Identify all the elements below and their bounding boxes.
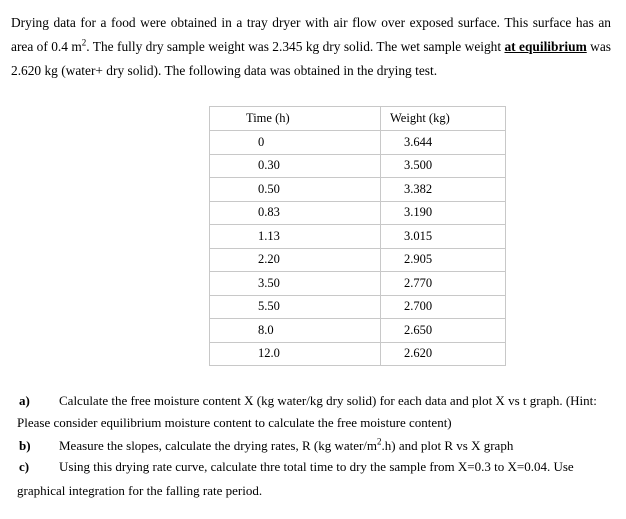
intro-emphasis: at equilibrium bbox=[504, 39, 587, 54]
intro-text-1: Drying data for a food were obtained in a tray dryer with air flow over exposed surface. This surface has an area of 0.4 m bbox=[11, 15, 611, 54]
table-row bbox=[210, 295, 506, 319]
question-b bbox=[11, 437, 611, 457]
time-cell: 0.30 bbox=[210, 154, 381, 178]
time-cell: 2.20 bbox=[210, 248, 381, 272]
table-row bbox=[210, 154, 506, 178]
weight-cell: 2.700 bbox=[381, 295, 506, 319]
question-a-line1: Calculate the free moisture content X (kg water/kg dry solid) for each data and plot X vs t graph. (Hint: bbox=[59, 393, 597, 408]
question-c-label: c) bbox=[19, 459, 30, 474]
weight-cell: 2.770 bbox=[381, 272, 506, 296]
time-cell: 5.50 bbox=[210, 295, 381, 319]
question-c-line2: graphical integration for the falling rate period. bbox=[17, 483, 263, 498]
weight-cell: 3.382 bbox=[381, 178, 506, 202]
table-row bbox=[210, 248, 506, 272]
time-header: Time (h) bbox=[210, 107, 381, 131]
table-row bbox=[210, 319, 506, 343]
table-row bbox=[210, 342, 506, 366]
weight-cell: 3.644 bbox=[381, 131, 506, 155]
drying-data-table bbox=[209, 106, 506, 366]
time-cell: 12.0 bbox=[210, 342, 381, 366]
table-row bbox=[210, 178, 506, 202]
time-cell: 0.50 bbox=[210, 178, 381, 202]
table-row bbox=[210, 272, 506, 296]
question-a-label: a) bbox=[19, 393, 30, 408]
weight-cell: 2.905 bbox=[381, 248, 506, 272]
weight-cell: 3.015 bbox=[381, 225, 506, 249]
time-cell: 3.50 bbox=[210, 272, 381, 296]
question-b-label: b) bbox=[19, 438, 31, 453]
table-row bbox=[210, 131, 506, 155]
time-cell: 0.83 bbox=[210, 201, 381, 225]
table-row bbox=[210, 201, 506, 225]
weight-header: Weight (kg) bbox=[381, 107, 506, 131]
intro-sup: 2 bbox=[81, 37, 87, 48]
table-header-row bbox=[210, 107, 506, 131]
time-cell: 0 bbox=[210, 131, 381, 155]
weight-cell: 3.190 bbox=[381, 201, 506, 225]
time-cell: 8.0 bbox=[210, 319, 381, 343]
weight-cell: 3.500 bbox=[381, 154, 506, 178]
question-c-line1: Using this drying rate curve, calculate thre total time to dry the sample from X=0.3 to X=0.04. Use bbox=[59, 459, 574, 474]
question-a-line2: Please consider equilibrium moisture content to calculate the free moisture content) bbox=[17, 415, 452, 430]
weight-cell: 2.650 bbox=[381, 319, 506, 343]
question-a bbox=[11, 392, 611, 432]
question-b-text: Measure the slopes, calculate the drying rates, R (kg water/$m^2.h$) and plot R vs X graph bbox=[59, 436, 514, 453]
weight-cell: 2.620 bbox=[381, 342, 506, 366]
problem-intro bbox=[11, 11, 611, 83]
question-c bbox=[11, 458, 611, 498]
intro-text-2: . The fully dry sample weight was 2.345 kg dry solid. The wet sample weight bbox=[86, 39, 505, 54]
table-row bbox=[210, 225, 506, 249]
intro-text-3: was 2.620 kg (water+ dry solid). The following data was obtained in the drying test. bbox=[11, 39, 611, 78]
time-cell: 1.13 bbox=[210, 225, 381, 249]
